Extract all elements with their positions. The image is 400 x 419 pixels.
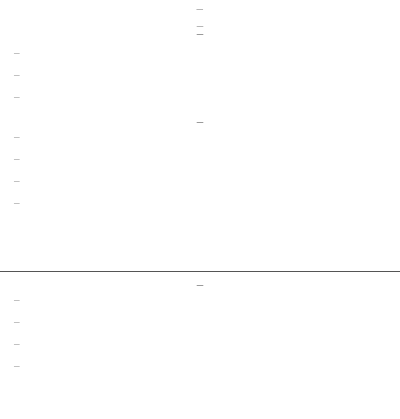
section-1-paragraph-1: — (14, 135, 20, 142)
page-bottom-spacer (14, 223, 386, 259)
section-2-paragraph-3: — (14, 342, 20, 349)
intro-paragraph-1: — (14, 51, 20, 58)
section-2-paragraph-4: — (14, 364, 20, 371)
document-heading-line1: — (196, 23, 204, 30)
intro-paragraph-3: — (14, 95, 20, 102)
section-1-paragraph-4: — (14, 201, 20, 208)
document-type-title: — (196, 6, 204, 13)
section-2-paragraph-2: — (14, 320, 20, 327)
section-2-title: — (196, 282, 204, 290)
document-heading (14, 23, 386, 39)
page-break-divider (0, 271, 400, 272)
intro-paragraph-2: — (14, 73, 20, 80)
document-heading-line2: — (196, 31, 204, 39)
section-1-paragraph-3: — (14, 179, 20, 186)
section-1-paragraph-2: — (14, 157, 20, 164)
section-1-title: — (196, 119, 204, 127)
section-2-paragraph-1: — (14, 298, 20, 305)
